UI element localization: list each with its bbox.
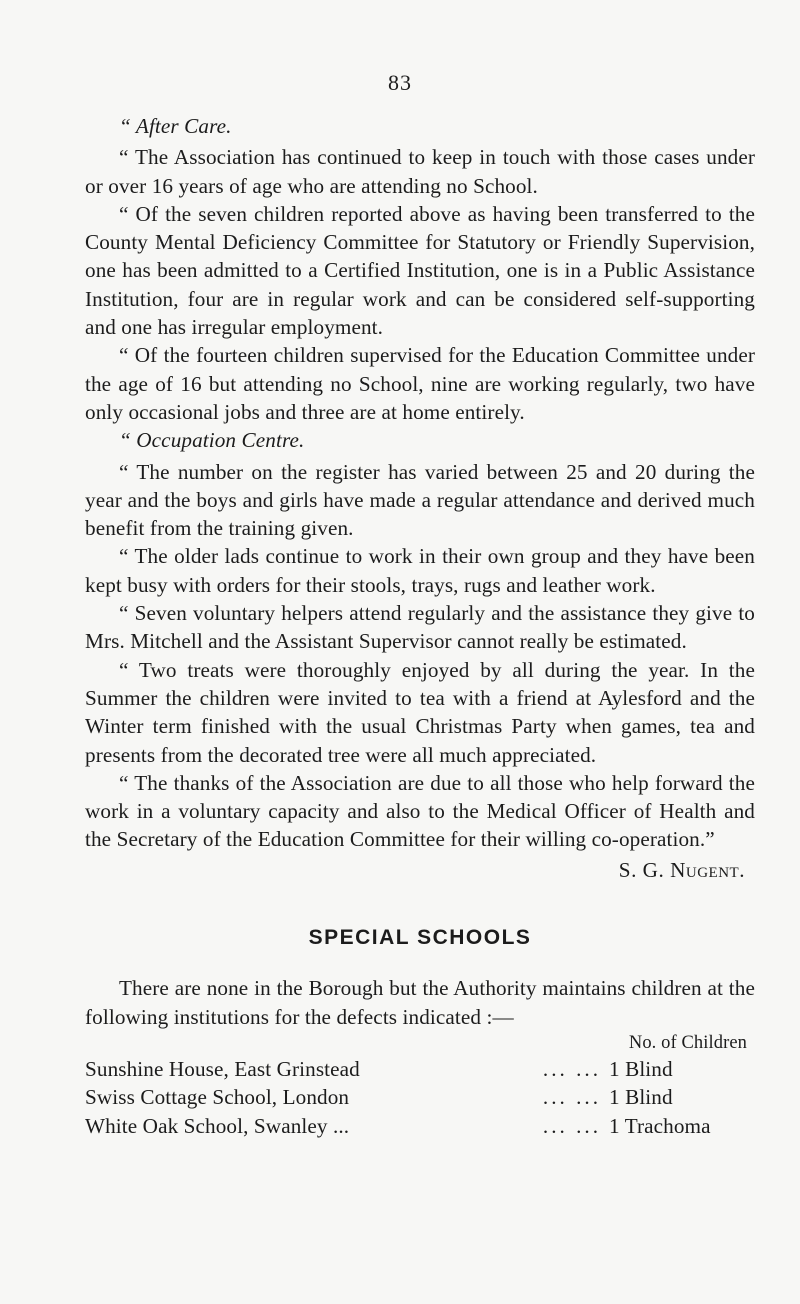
occupation-centre-paragraph-4: “ Two treats were thoroughly enjoyed by all during the year. In the Summer the children were invited to tea with a friend at Aylesford and the Winter term finished with the usual Christmas Party when games, tea and presents from the decorated tree were all much appreciated. bbox=[85, 657, 755, 767]
signature bbox=[85, 856, 745, 884]
occupation-centre-paragraph-5: “ The thanks of the Association are due to all those who help forward the work in a voluntary capacity and also to the Medical Officer of Health and the Secretary of the Education Committee for their willing co-operation.” bbox=[85, 770, 755, 852]
dot-leader: ... ... bbox=[542, 1085, 601, 1110]
table-row bbox=[85, 1055, 755, 1084]
children-count: 1 Blind bbox=[609, 1056, 673, 1081]
after-care-paragraph-2: “ Of the seven children reported above as having been transferred to the County Mental Deficiency Committee for Statutory or Friendly Supervision, one has been admitted to a Certified Institution, one is in a Public Assistance Institution, four are in regular work and can be considered self-supporting and one has irregular employment. bbox=[85, 201, 755, 340]
children-count-column-header: No. of Children bbox=[628, 1032, 747, 1053]
page-body bbox=[85, 112, 755, 1140]
children-count: 1 Trachoma bbox=[609, 1113, 711, 1138]
signature-name: S. G. Nugent. bbox=[618, 857, 745, 882]
occupation-centre-paragraph-2: “ The older lads continue to work in their own group and they have been kept busy with orders for their stools, trays, rugs and leather work. bbox=[85, 544, 755, 597]
children-count: 1 Blind bbox=[609, 1085, 673, 1110]
after-care-heading: “ After Care. bbox=[119, 114, 232, 138]
special-schools-heading: SPECIAL SCHOOLS bbox=[308, 926, 532, 950]
table-row bbox=[85, 1112, 755, 1141]
after-care-paragraph-3: “ Of the fourteen children supervised for the Education Committee under the age of 16 but attending no School, nine are working regularly, two have only occasional jobs and three are at home entirely. bbox=[85, 343, 755, 424]
occupation-centre-paragraph-1: “ The number on the register has varied between 25 and 20 during the year and the boys and girls have made a regular attendance and derived much benefit from the training given. bbox=[85, 459, 755, 541]
after-care-paragraph-1: “ The Association has continued to keep in touch with those cases under or over 16 years of age who are attending no School. bbox=[85, 145, 755, 198]
dot-leader: ... ... bbox=[542, 1113, 601, 1138]
institution-name: White Oak School, Swanley ... bbox=[85, 1113, 350, 1138]
institution-name: Swiss Cottage School, London bbox=[85, 1085, 350, 1110]
institution-name: Sunshine House, East Grinstead bbox=[85, 1056, 360, 1081]
special-schools-intro: There are none in the Borough but the Authority maintains children at the following institutions for the defects indicated :— bbox=[85, 976, 755, 1029]
page-number: 83 bbox=[388, 70, 412, 95]
table-row bbox=[85, 1083, 755, 1112]
occupation-centre-heading: “ Occupation Centre. bbox=[119, 428, 305, 453]
occupation-centre-paragraph-3: “ Seven voluntary helpers attend regularly and the assistance they give to Mrs. Mitchell and the Assistant Supervisor cannot really be estimated. bbox=[85, 601, 755, 654]
dot-leader: ... ... bbox=[542, 1056, 601, 1081]
